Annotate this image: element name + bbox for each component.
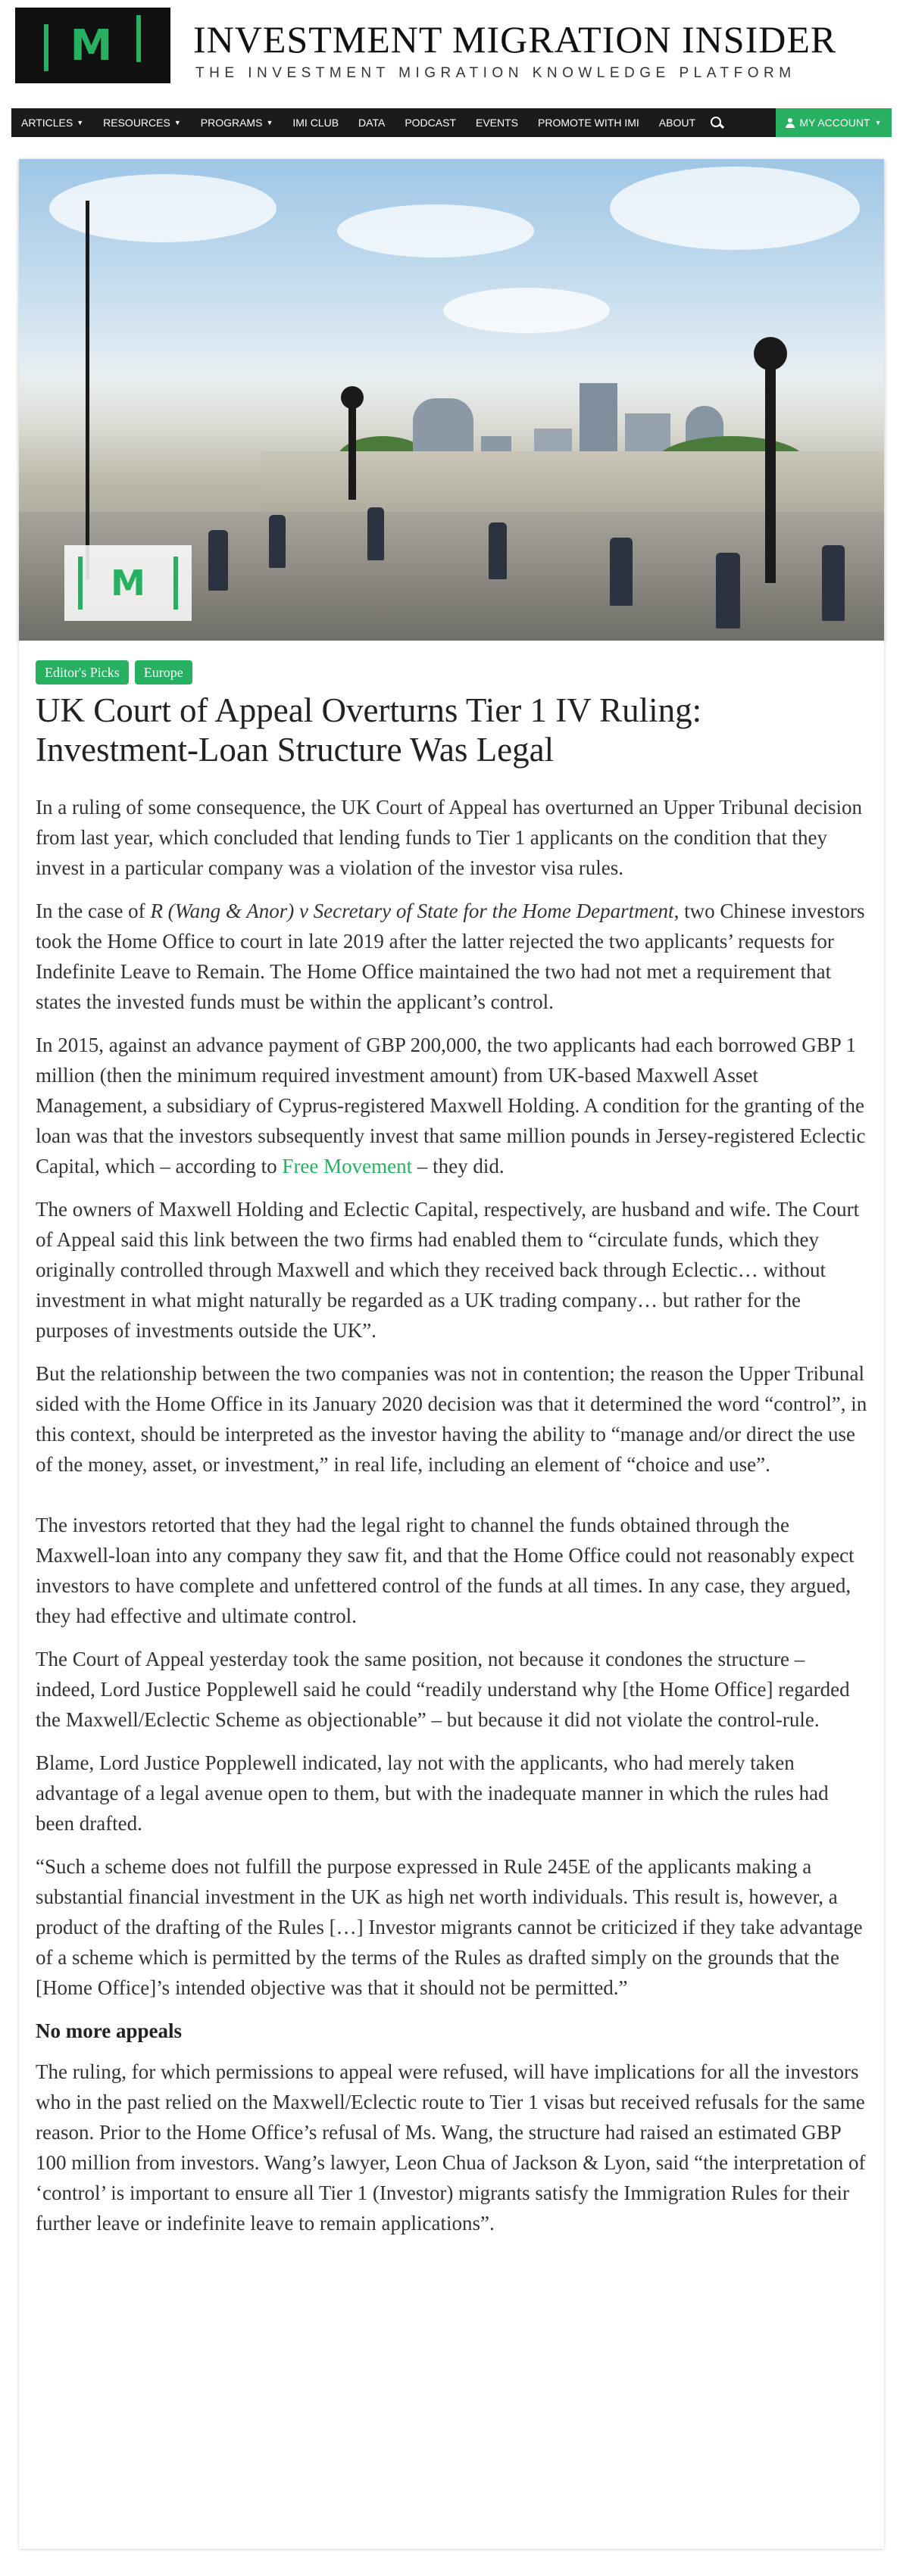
person	[610, 538, 633, 606]
nav-item-label: EVENTS	[476, 117, 519, 129]
nav-item-podcast[interactable]	[395, 117, 466, 129]
person	[822, 545, 845, 621]
logo-bar-right	[173, 557, 178, 610]
person	[208, 530, 228, 591]
person	[269, 515, 286, 568]
site-header	[0, 0, 903, 106]
nav-item-promote[interactable]	[528, 117, 649, 129]
free-movement-link[interactable]: Free Movement	[282, 1155, 413, 1177]
main-nav	[11, 108, 892, 137]
nav-item-label: PROMOTE WITH IMI	[538, 117, 639, 129]
nav-item-resources[interactable]	[93, 117, 191, 129]
lamp-post	[348, 401, 356, 500]
badge-europe[interactable]: Europe	[135, 660, 192, 685]
paragraph-text: – they did.	[412, 1155, 505, 1177]
search-icon[interactable]	[710, 116, 723, 129]
article-paragraph: The owners of Maxwell Holding and Eclectic Capital, respectively, are husband and wife. The Court of Appeal said this link between the two firms had enabled them to “circulate funds, which they originally controlled through Maxwell and which they received back through Eclectic… without investment in what might naturally be regarded as a UK trading company… but rather for the purposes of investments outside the UK”.	[36, 1198, 860, 1342]
nav-item-label: ABOUT	[658, 117, 696, 129]
article-paragraph: The ruling, for which permissions to appeal were refused, will have implications for all the investors who in the past relied on the Maxwell/Eclectic route to Tier 1 visas but received refusals for the same reason. Prior to the Home Office’s refusal of Ms. Wang, the structure had raised an estimated GBP 100 million from investors. Wang’s lawyer, Leon Chua of Jackson & Lyon, said “the interpretation of ‘control’ is important to ensure all Tier 1 (Investor) migrants satisfy the Immigration Rules for their further leave or indefinite leave to remain applications”.	[36, 2060, 866, 2235]
article-quote: “Such a scheme does not fulfill the purpose expressed in Rule 245E of the applicants making a substantial financial investment in the UK as high net worth individuals. This result is, however, a product of the drafting of the Rules […] Investor migrants cannot be criticized if they take advantage of a scheme which is permitted by the terms of the Rules as drafted simply on the grounds that the [Home Office]’s intended objective was that it should not be permitted.”	[36, 1855, 863, 1999]
cloud	[337, 204, 534, 257]
nav-item-articles[interactable]	[11, 117, 93, 129]
nav-item-label: PODCAST	[405, 117, 456, 129]
cloud	[443, 288, 610, 333]
nav-item-label: DATA	[358, 117, 386, 129]
my-account-label: MY ACCOUNT	[799, 117, 870, 129]
nav-item-imi-club[interactable]	[283, 117, 348, 129]
logo-bar-left	[44, 24, 48, 71]
nav-item-events[interactable]	[466, 117, 528, 129]
chevron-down-icon: ▼	[77, 119, 84, 126]
my-account-button[interactable]	[776, 108, 892, 137]
case-name: R (Wang & Anor) v Secretary of State for the Home Department	[150, 900, 674, 922]
article-paragraph: The Court of Appeal yesterday took the same position, not because it condones the structure – indeed, Lord Justice Popplewell said he could “readily understand why [the Home Office] regarded the Maxwell/Eclectic Scheme as objectionable” – but because it did not violate the control-rule.	[36, 1648, 850, 1731]
nav-item-label: IMI CLUB	[292, 117, 339, 129]
category-badges	[36, 660, 192, 685]
article-card	[19, 641, 884, 2549]
article-paragraph: In a ruling of some consequence, the UK Court of Appeal has overturned an Upper Tribunal decision from last year, which concluded that lending funds to Tier 1 applicants on the condition that they invest in a particular company was a violation of the investor visa rules.	[36, 796, 862, 879]
logo-bar-right	[136, 15, 141, 62]
nav-item-programs[interactable]	[191, 117, 283, 129]
article-body	[36, 792, 869, 2251]
logo-letter: M	[70, 20, 116, 70]
cloud	[610, 167, 860, 250]
hero-image	[19, 159, 884, 641]
nav-item-label: PROGRAMS	[200, 117, 263, 129]
lamp-head	[754, 337, 787, 370]
article-subheading: No more appeals	[36, 2019, 182, 2042]
site-tagline: THE INVESTMENT MIGRATION KNOWLEDGE PLATFORM	[195, 65, 796, 81]
article-paragraph: But the relationship between the two companies was not in contention; the reason the Upper Tribunal sided with the Home Office in its January 2020 decision was that it determined the word “control”, in this context, should be interpreted as the investor having the ability to “manage and/or direct the use of the money, asset, or investment,” in real life, including an element of “choice and use”.	[36, 1362, 867, 1476]
person	[367, 507, 384, 560]
site-title[interactable]: INVESTMENT MIGRATION INSIDER	[193, 18, 837, 61]
flagpole	[86, 201, 89, 579]
nav-item-data[interactable]	[348, 117, 395, 129]
person	[489, 522, 507, 579]
person	[716, 553, 740, 628]
chevron-down-icon: ▼	[874, 119, 882, 126]
lamp-head	[341, 386, 364, 409]
paragraph-text: In the case of	[36, 900, 151, 922]
paragraph-text: In 2015, against an advance payment of GBP 200,000, the two applicants had each borrowed GBP 1 million (then the minimum required investment amount) from UK-based Maxwell Asset Management, a subsidiary of Cyprus-registered Maxwell Holding. A condition for the granting of the loan was that the investors subsequently invest that same million pounds in Jersey-registered Eclectic Capital, which – according to	[36, 1034, 866, 1177]
nav-item-label: ARTICLES	[21, 117, 73, 129]
article-paragraph	[36, 896, 869, 1017]
logo-bar-left	[78, 557, 83, 610]
badge-editors-picks[interactable]: Editor's Picks	[36, 660, 129, 685]
article-title: UK Court of Appeal Overturns Tier 1 IV Ruling: Investment-Loan Structure Was Legal	[36, 691, 702, 769]
logo-letter: M	[111, 563, 145, 603]
lamp-post	[765, 356, 776, 583]
chevron-down-icon: ▼	[266, 119, 273, 126]
nav-item-label: RESOURCES	[103, 117, 170, 129]
chevron-down-icon: ▼	[173, 119, 181, 126]
site-logo[interactable]	[15, 8, 170, 83]
article-paragraph: Blame, Lord Justice Popplewell indicated, lay not with the applicants, who had merely taken advantage of a legal avenue open to them, but with the inadequate manner in which the rules had been drafted.	[36, 1751, 829, 1835]
article-paragraph	[36, 1030, 869, 1181]
cloud	[49, 174, 277, 242]
paragraph-text: , two Chinese investors took the Home Office to court in late 2019 after the latter rejected the two applicants’ requests for Indefinite Leave to Remain. The Home Office maintained the two had not met a requirement that states the invested funds must be within the applicant’s control.	[36, 900, 865, 1013]
article-paragraph: The investors retorted that they had the legal right to channel the funds obtained through the Maxwell-loan into any company they saw fit, and that the Home Office could not reasonably expect investors to have complete and unfettered control of the funds at all times. In any case, they argued, they had effective and ultimate control.	[36, 1514, 855, 1627]
nav-item-about[interactable]	[649, 117, 705, 129]
user-icon	[786, 118, 795, 128]
hero-watermark-logo	[64, 545, 192, 621]
